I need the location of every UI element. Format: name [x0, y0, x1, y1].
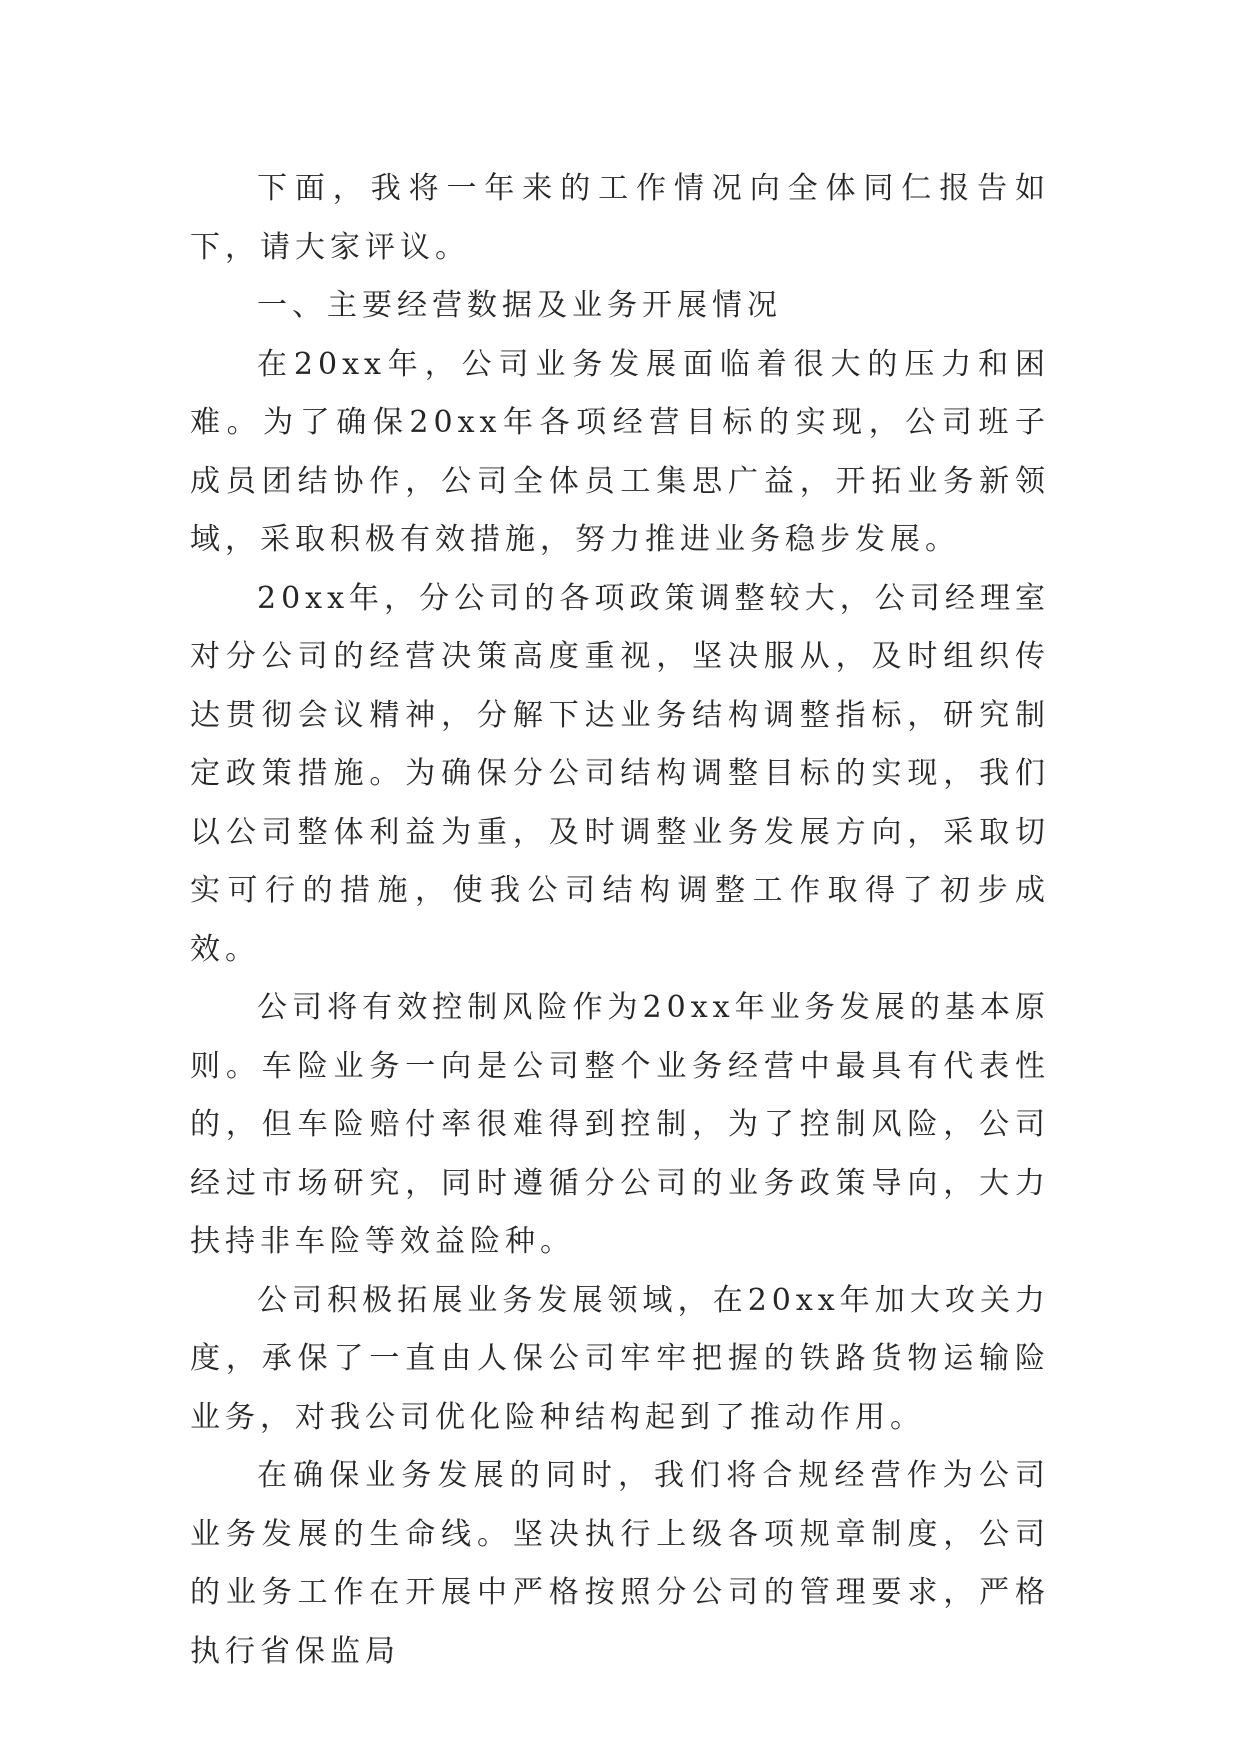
paragraph-risk-control: 公司将有效控制风险作为20xx年业务发展的基本原则。车险业务一向是公司整个业务经营中最具有代表性的，但车险赔付率很难得到控制，为了控制风险，公司经过市场研究，同时遵循分公司的业务政策导向，大力扶持非车险等效益险种。 — [190, 990, 1050, 1259]
document-body — [190, 160, 1050, 1681]
paragraph-compliance: 在确保业务发展的同时，我们将合规经营作为公司业务发展的生命线。坚决执行上级各项规章制度，公司的业务工作在开展中严格按照分公司的管理要求，严格执行省保监局 — [190, 1458, 1050, 1669]
paragraph-policy-adjustment: 20xx年，分公司的各项政策调整较大，公司经理室对分公司的经营决策高度重视，坚决服从，及时组织传达贯彻会议精神，分解下达业务结构调整指标，研究制定政策措施。为确保分公司结构调整目标的实现，我们以公司整体利益为重，及时调整业务发展方向，采取切实可行的措施，使我公司结构调整工作取得了初步成效。 — [190, 580, 1050, 967]
paragraph-business-expansion: 公司积极拓展业务发展领域，在20xx年加大攻关力度，承保了一直由人保公司牢牢把握的铁路货物运输险业务，对我公司优化险种结构起到了推动作用。 — [190, 1282, 1050, 1435]
paragraph-intro: 下面，我将一年来的工作情况向全体同仁报告如下，请大家评议。 — [190, 171, 1050, 265]
paragraph-overview: 在20xx年，公司业务发展面临着很大的压力和困难。为了确保20xx年各项经营目标的实现，公司班子成员团结协作，公司全体员工集思广益，开拓业务新领域，采取积极有效措施，努力推进业务稳步发展。 — [190, 346, 1050, 557]
section-heading: 一、主要经营数据及业务开展情况 — [257, 288, 782, 323]
